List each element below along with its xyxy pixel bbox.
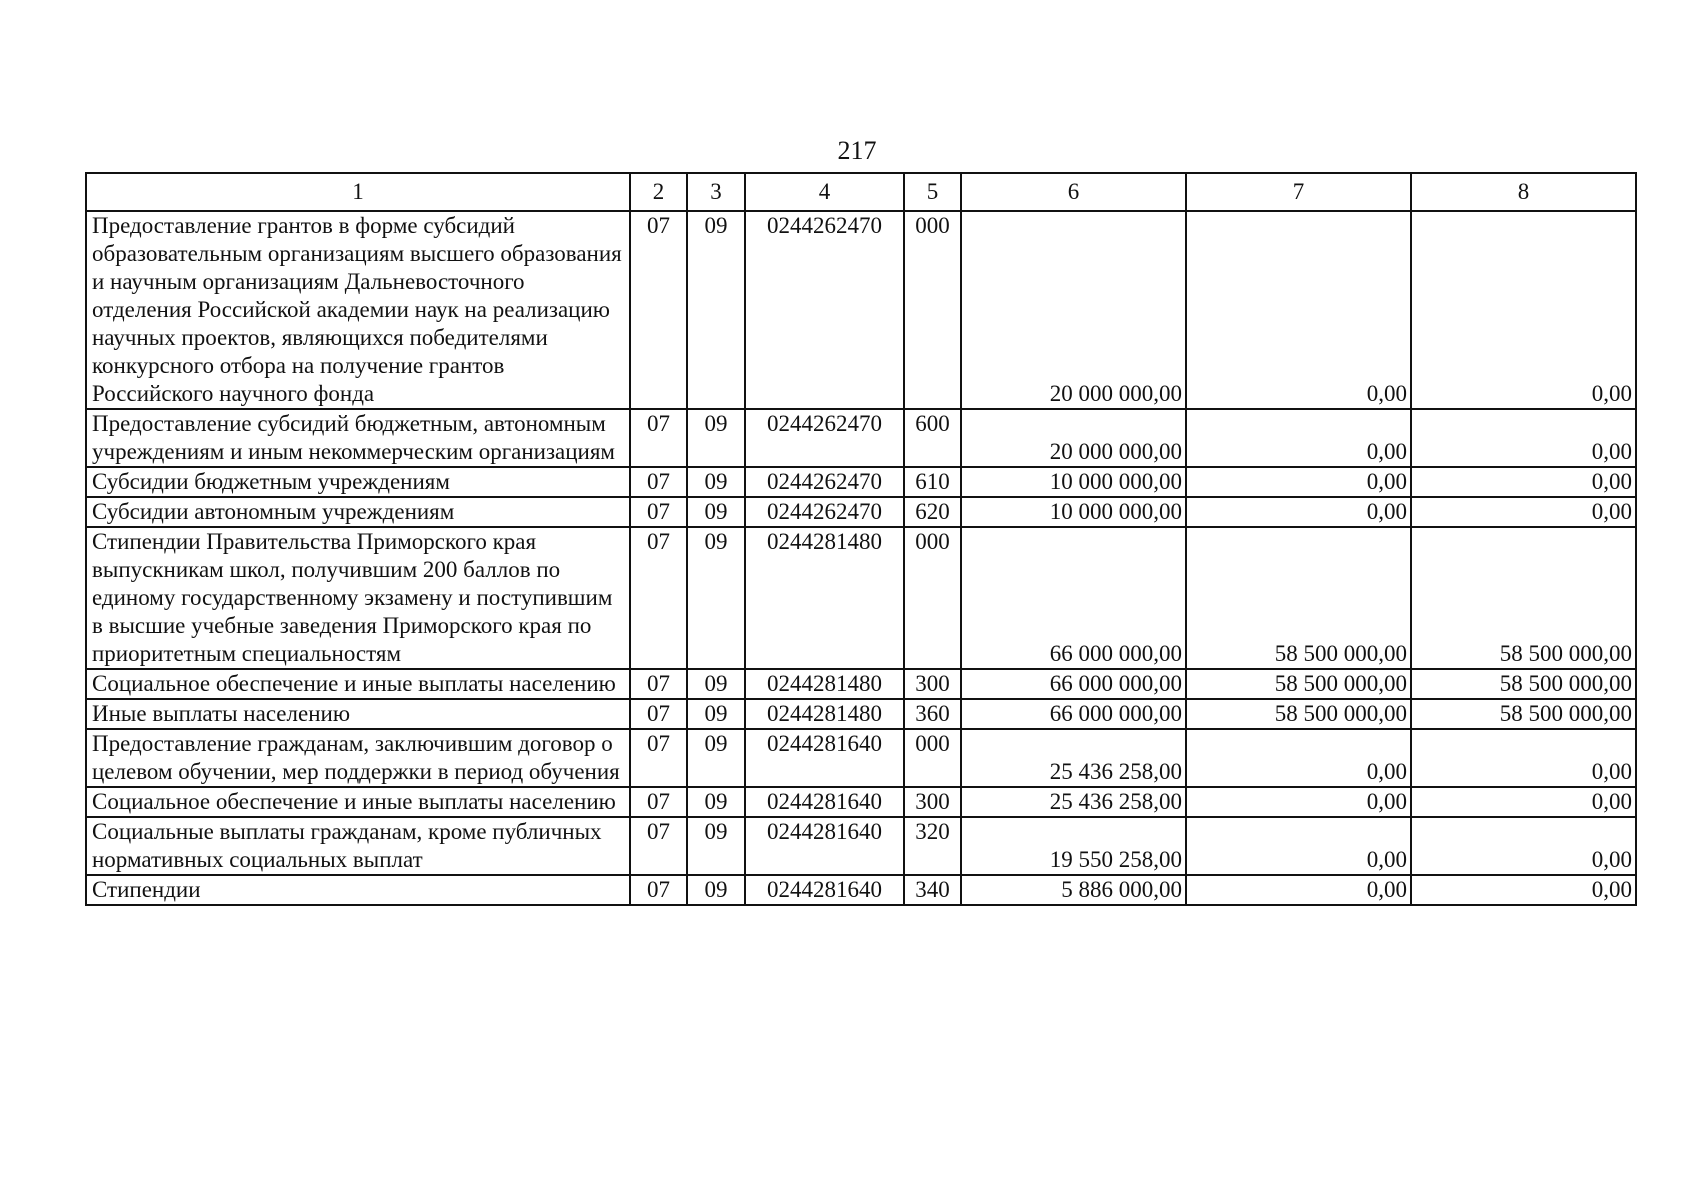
amount-cell: 58 500 000,00 xyxy=(1186,669,1411,699)
header-cell: 2 xyxy=(630,173,687,211)
amount-cell: 0,00 xyxy=(1411,875,1636,905)
target-article-cell: 0244281480 xyxy=(745,699,904,729)
table-row xyxy=(86,669,1636,699)
amount-cell: 10 000 000,00 xyxy=(961,497,1186,527)
expense-type-cell: 620 xyxy=(904,497,961,527)
amount-cell: 0,00 xyxy=(1186,211,1411,409)
table-row xyxy=(86,875,1636,905)
amount-cell: 0,00 xyxy=(1186,729,1411,787)
expense-type-cell: 000 xyxy=(904,527,961,669)
section-code-cell: 07 xyxy=(630,875,687,905)
row-name-cell: Социальное обеспечение и иные выплаты населению xyxy=(86,669,630,699)
expense-type-cell: 360 xyxy=(904,699,961,729)
section-code-cell: 07 xyxy=(630,409,687,467)
amount-cell: 0,00 xyxy=(1186,409,1411,467)
subsection-code-cell: 09 xyxy=(687,467,745,497)
subsection-code-cell: 09 xyxy=(687,817,745,875)
target-article-cell: 0244281640 xyxy=(745,729,904,787)
header-cell: 8 xyxy=(1411,173,1636,211)
amount-cell: 10 000 000,00 xyxy=(961,467,1186,497)
amount-cell: 25 436 258,00 xyxy=(961,787,1186,817)
amount-cell: 66 000 000,00 xyxy=(961,699,1186,729)
section-code-cell: 07 xyxy=(630,497,687,527)
target-article-cell: 0244281640 xyxy=(745,875,904,905)
row-name-cell: Социальное обеспечение и иные выплаты населению xyxy=(86,787,630,817)
row-name-cell: Предоставление гражданам, заключившим договор о целевом обучении, мер поддержки в период обучения xyxy=(86,729,630,787)
amount-cell: 25 436 258,00 xyxy=(961,729,1186,787)
table-row xyxy=(86,817,1636,875)
subsection-code-cell: 09 xyxy=(687,875,745,905)
expense-type-cell: 340 xyxy=(904,875,961,905)
row-name-cell: Предоставление субсидий бюджетным, автономным учреждениям и иным некоммерческим организациям xyxy=(86,409,630,467)
amount-cell: 20 000 000,00 xyxy=(961,211,1186,409)
amount-cell: 0,00 xyxy=(1186,875,1411,905)
amount-cell: 0,00 xyxy=(1186,497,1411,527)
header-cell: 5 xyxy=(904,173,961,211)
header-row xyxy=(86,173,1636,211)
section-code-cell: 07 xyxy=(630,729,687,787)
budget-table xyxy=(85,172,1637,906)
row-name-cell: Субсидии автономным учреждениям xyxy=(86,497,630,527)
subsection-code-cell: 09 xyxy=(687,669,745,699)
amount-cell: 0,00 xyxy=(1186,787,1411,817)
section-code-cell: 07 xyxy=(630,699,687,729)
section-code-cell: 07 xyxy=(630,787,687,817)
amount-cell: 0,00 xyxy=(1186,467,1411,497)
target-article-cell: 0244281640 xyxy=(745,817,904,875)
subsection-code-cell: 09 xyxy=(687,527,745,669)
section-code-cell: 07 xyxy=(630,467,687,497)
amount-cell: 5 886 000,00 xyxy=(961,875,1186,905)
expense-type-cell: 320 xyxy=(904,817,961,875)
table-row xyxy=(86,699,1636,729)
header-cell: 4 xyxy=(745,173,904,211)
row-name-cell: Социальные выплаты гражданам, кроме публичных нормативных социальных выплат xyxy=(86,817,630,875)
section-code-cell: 07 xyxy=(630,527,687,669)
header-cell: 1 xyxy=(86,173,630,211)
table-row xyxy=(86,527,1636,669)
expense-type-cell: 610 xyxy=(904,467,961,497)
amount-cell: 0,00 xyxy=(1411,211,1636,409)
table-row xyxy=(86,497,1636,527)
table-row xyxy=(86,211,1636,409)
amount-cell: 58 500 000,00 xyxy=(1186,527,1411,669)
amount-cell: 58 500 000,00 xyxy=(1411,669,1636,699)
amount-cell: 66 000 000,00 xyxy=(961,527,1186,669)
target-article-cell: 0244262470 xyxy=(745,467,904,497)
page-number: 217 xyxy=(837,136,877,165)
section-code-cell: 07 xyxy=(630,817,687,875)
table-row xyxy=(86,409,1636,467)
target-article-cell: 0244262470 xyxy=(745,409,904,467)
table-row xyxy=(86,467,1636,497)
amount-cell: 0,00 xyxy=(1186,817,1411,875)
amount-cell: 58 500 000,00 xyxy=(1411,527,1636,669)
header-cell: 3 xyxy=(687,173,745,211)
target-article-cell: 0244281480 xyxy=(745,527,904,669)
subsection-code-cell: 09 xyxy=(687,211,745,409)
header-cell: 7 xyxy=(1186,173,1411,211)
expense-type-cell: 300 xyxy=(904,669,961,699)
target-article-cell: 0244262470 xyxy=(745,211,904,409)
amount-cell: 58 500 000,00 xyxy=(1411,699,1636,729)
target-article-cell: 0244281640 xyxy=(745,787,904,817)
subsection-code-cell: 09 xyxy=(687,497,745,527)
amount-cell: 0,00 xyxy=(1411,467,1636,497)
target-article-cell: 0244262470 xyxy=(745,497,904,527)
section-code-cell: 07 xyxy=(630,211,687,409)
amount-cell: 19 550 258,00 xyxy=(961,817,1186,875)
expense-type-cell: 000 xyxy=(904,211,961,409)
amount-cell: 0,00 xyxy=(1411,729,1636,787)
section-code-cell: 07 xyxy=(630,669,687,699)
expense-type-cell: 000 xyxy=(904,729,961,787)
header-cell: 6 xyxy=(961,173,1186,211)
row-name-cell: Иные выплаты населению xyxy=(86,699,630,729)
row-name-cell: Субсидии бюджетным учреждениям xyxy=(86,467,630,497)
amount-cell: 0,00 xyxy=(1411,409,1636,467)
target-article-cell: 0244281480 xyxy=(745,669,904,699)
subsection-code-cell: 09 xyxy=(687,729,745,787)
expense-type-cell: 300 xyxy=(904,787,961,817)
expense-type-cell: 600 xyxy=(904,409,961,467)
amount-cell: 20 000 000,00 xyxy=(961,409,1186,467)
amount-cell: 58 500 000,00 xyxy=(1186,699,1411,729)
subsection-code-cell: 09 xyxy=(687,409,745,467)
amount-cell: 0,00 xyxy=(1411,787,1636,817)
amount-cell: 0,00 xyxy=(1411,817,1636,875)
row-name-cell: Предоставление грантов в форме субсидий образовательным организациям высшего образования и научным организациям Дальневосточного отделения Российской академии наук на реализацию научных проектов, являющихся победителями конкурсного отбора на получение грантов Российского научного фонда xyxy=(86,211,630,409)
row-name-cell: Стипендии xyxy=(86,875,630,905)
row-name-cell: Стипендии Правительства Приморского края выпускникам школ, получившим 200 баллов по единому государственному экзамену и поступившим в высшие учебные заведения Приморского края по приоритетным специальностям xyxy=(86,527,630,669)
amount-cell: 66 000 000,00 xyxy=(961,669,1186,699)
subsection-code-cell: 09 xyxy=(687,787,745,817)
amount-cell: 0,00 xyxy=(1411,497,1636,527)
table-row xyxy=(86,787,1636,817)
subsection-code-cell: 09 xyxy=(687,699,745,729)
table-row xyxy=(86,729,1636,787)
